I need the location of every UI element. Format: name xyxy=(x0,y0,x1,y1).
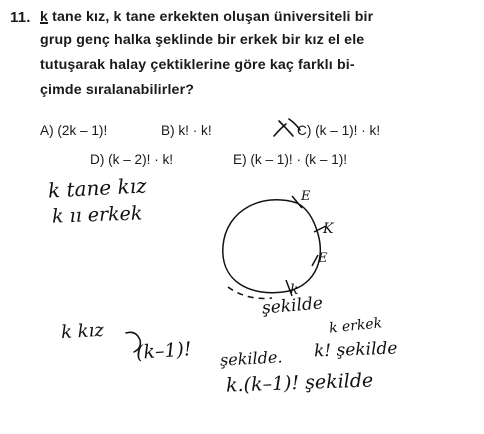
question-line-4: çimde sıralanabilirler? xyxy=(40,82,195,98)
answer-checkmark-icon xyxy=(274,119,300,136)
handwritten-sekilde-mid: şekilde. xyxy=(219,347,283,370)
option-c-letter: C) xyxy=(297,123,312,138)
option-b[interactable]: B) k! · k! xyxy=(161,123,212,138)
circle-label-e-top: E xyxy=(301,189,311,204)
question-line-2: grup genç halka şeklinde bir erkek bir kız el ele xyxy=(40,32,365,48)
handwritten-kiz-label: k kız xyxy=(60,319,105,344)
handwritten-kfact-sekilde: k! şekilde xyxy=(313,338,398,362)
option-d[interactable]: D) (k – 2)! · k! xyxy=(90,152,174,167)
handwritten-arrow-icon xyxy=(126,332,140,352)
seating-circle xyxy=(223,200,321,293)
question-number: 11. xyxy=(10,9,31,26)
handwritten-erkek-label: k erkek xyxy=(328,315,383,337)
handwritten-factorial: (k–1)! xyxy=(135,338,193,364)
handwritten-sekilde-right: şekilde xyxy=(261,293,324,319)
circle-label-k-right: K xyxy=(323,221,334,237)
question-line-1-text: tane kız, k tane erkekten oluşan üniversiteli bir xyxy=(48,9,374,25)
handwritten-note-boys: k ıı erkek xyxy=(51,202,143,228)
handwritten-note-girls: k tane kız xyxy=(47,173,148,203)
option-c-value: (k – 1)! · k! xyxy=(315,123,381,138)
option-a[interactable]: A) (2k – 1)! xyxy=(40,123,108,138)
option-e[interactable]: E) (k – 1)! · (k – 1)! xyxy=(233,152,348,167)
question-line-3: tutuşarak halay çektiklerine göre kaç farklı bi- xyxy=(40,57,355,73)
circle-label-e-lower: E xyxy=(318,251,328,266)
circle-label-k-bottom: k xyxy=(290,282,299,298)
handwritten-final-answer: k.(k–1)! şekilde xyxy=(225,369,374,397)
question-k-underlined: k xyxy=(40,9,49,25)
